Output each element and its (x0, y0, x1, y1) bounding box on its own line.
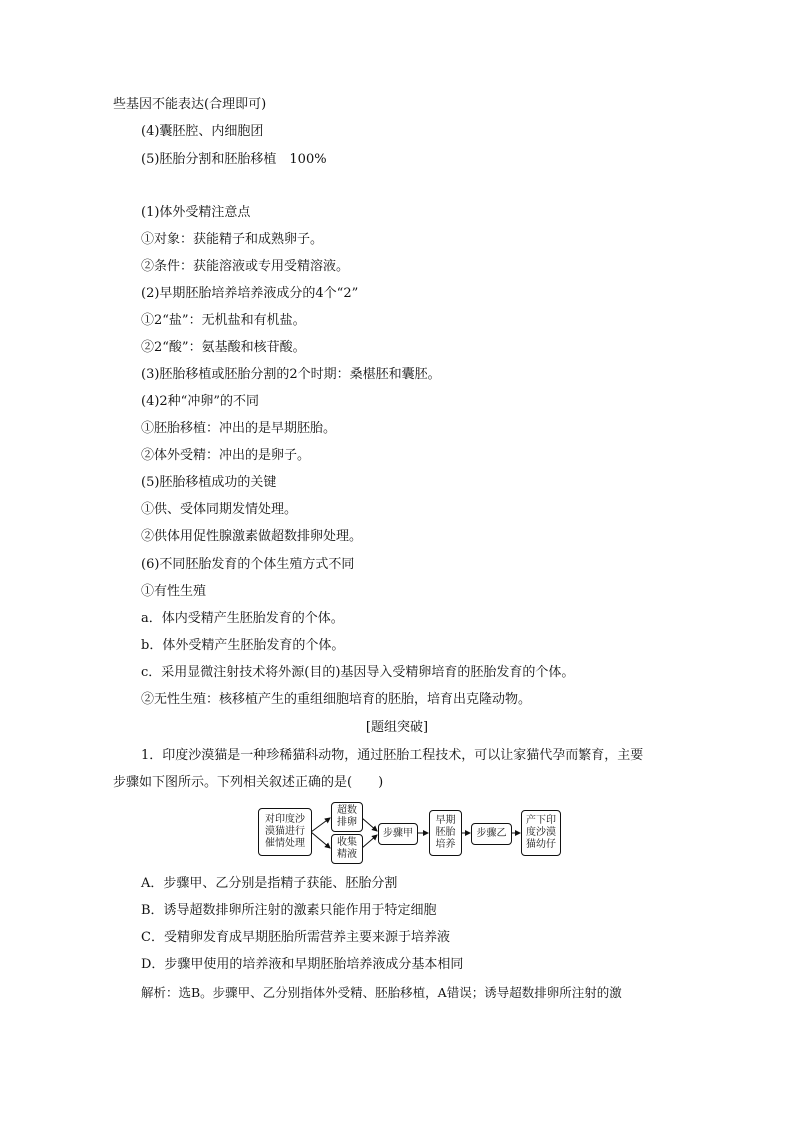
note-line: (2)早期胚胎培养培养液成分的4个“2” (141, 286, 359, 301)
note-line: (4)囊胚腔、内细胞团 (141, 124, 264, 139)
note-line: (5)胚胎分割和胚胎移植 100% (141, 152, 327, 167)
flow-box-offspring: 产下印 度沙漠 猫幼仔 (521, 810, 561, 856)
note-line: 些基因不能表达(合理即可) (113, 97, 267, 112)
note-line: b．体外受精产生胚胎发育的个体。 (141, 638, 345, 653)
flow-box-superovulation: 超数 排卵 (331, 802, 363, 832)
note-line: (6)不同胚胎发育的个体生殖方式不同 (141, 557, 355, 572)
option-a: A．步骤甲、乙分别是指精子获能、胚胎分割 (141, 876, 398, 891)
note-line: ②无性生殖：核移植产生的重组细胞培育的胚胎，培育出克隆动物。 (141, 692, 532, 707)
note-line: a．体内受精产生胚胎发育的个体。 (141, 611, 344, 626)
note-line: ①对象：获能精子和成熟卵子。 (141, 232, 324, 247)
flow-box-step-a: 步骤甲 (378, 823, 418, 845)
note-line: ①胚胎移植：冲出的是早期胚胎。 (141, 421, 337, 436)
note-line: ②条件：获能溶液或专用受精溶液。 (141, 259, 350, 274)
question-line-2: 步骤如下图所示。下列相关叙述正确的是( ) (113, 775, 384, 790)
note-line: ①供、受体同期发情处理。 (141, 502, 298, 517)
note-line: c．采用显微注射技术将外源(目的)基因导入受精卵培育的胚胎发育的个体。 (141, 665, 575, 680)
option-c: C．受精卵发育成早期胚胎所需营养主要来源于培养液 (141, 930, 450, 945)
arrow-from-superovulation (362, 818, 377, 831)
option-d: D．步骤甲使用的培养液和早期胚胎培养液成分基本相同 (141, 957, 464, 972)
flow-box-early-embryo: 早期 胚胎 培养 (429, 810, 462, 856)
analysis-text: 解析：选B。步骤甲、乙分别指体外受精、胚胎移植，A错误；诱导超数排卵所注射的激 (141, 985, 622, 1000)
note-line: (3)胚胎移植或胚胎分割的2个时期：桑椹胚和囊胚。 (141, 367, 441, 382)
arrow-to-superovulation (311, 818, 330, 832)
flow-box-step-b: 步骤乙 (471, 823, 512, 845)
section-title: [题组突破] (365, 720, 429, 735)
flow-box-estrus: 对印度沙 漠猫进行 催情处理 (258, 808, 312, 856)
note-line: (1)体外受精注意点 (141, 205, 251, 220)
note-line: (5)胚胎移植成功的关键 (141, 475, 277, 490)
note-line: ②体外受精：冲出的是卵子。 (141, 448, 311, 463)
note-line: ②2“酸”：氨基酸和核苷酸。 (141, 340, 306, 355)
option-b: B．诱导超数排卵所注射的激素只能作用于特定细胞 (141, 903, 437, 918)
flowchart (258, 800, 560, 864)
note-line: (4)2种“冲卵”的不同 (141, 394, 259, 409)
note-line: ②供体用促性腺激素做超数排卵处理。 (141, 529, 363, 544)
note-line: ①2“盐”：无机盐和有机盐。 (141, 313, 306, 328)
question-line-1: 1．印度沙漠猫是一种珍稀猫科动物，通过胚胎工程技术，可以让家猫代孕而繁育，主要 (141, 748, 644, 763)
arrow-to-semen (311, 832, 330, 848)
flow-box-semen: 收集 精液 (331, 834, 363, 864)
note-line: ①有性生殖 (141, 584, 207, 599)
arrow-from-semen (362, 835, 377, 848)
